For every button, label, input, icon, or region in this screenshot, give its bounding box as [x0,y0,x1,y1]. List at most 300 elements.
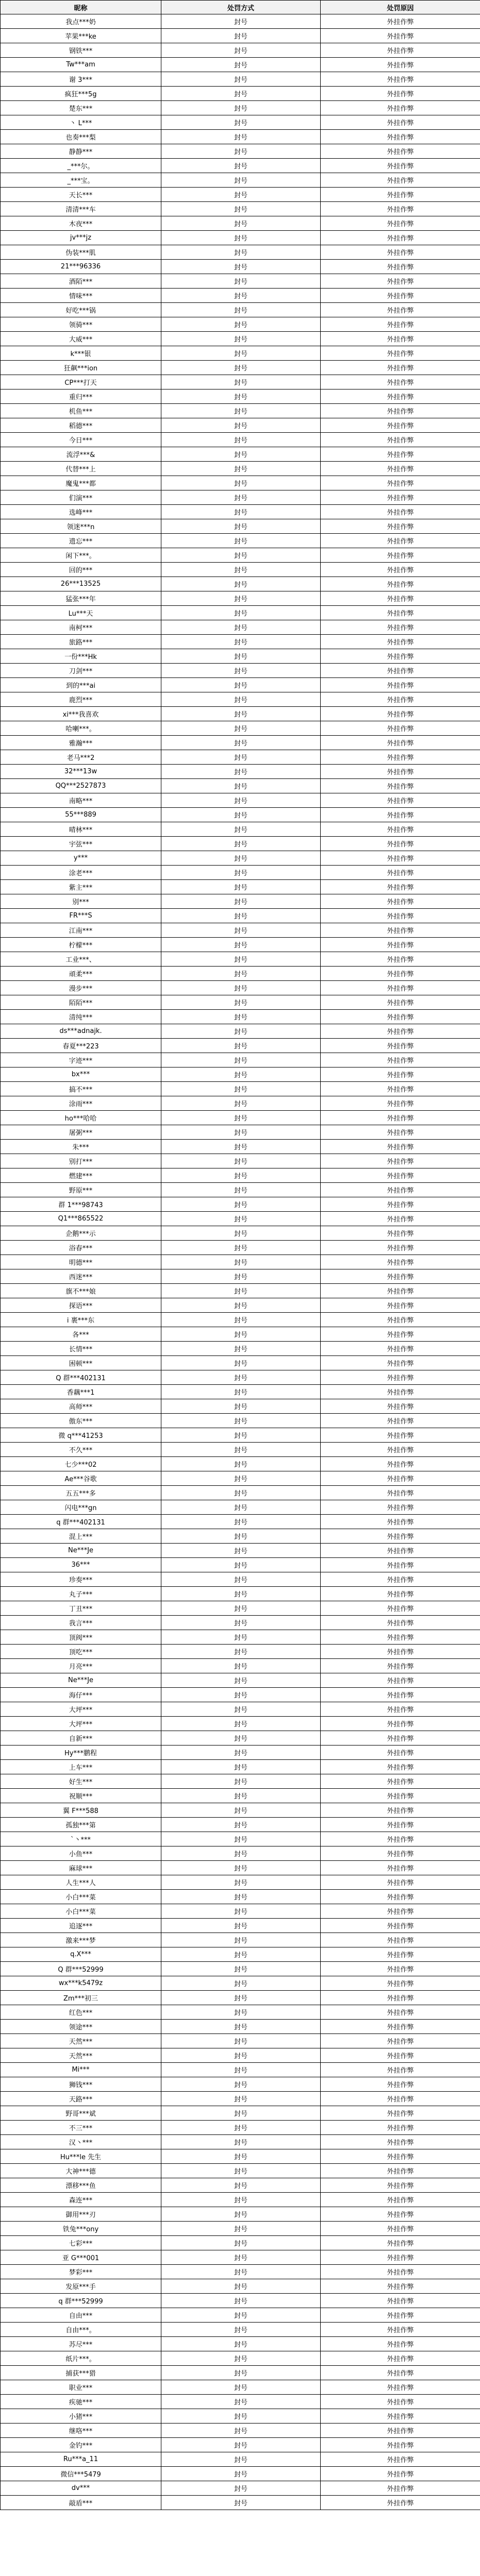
cell-nickname: Lu***天 [1,606,161,620]
table-row [1,1947,480,1962]
cell-nickname: wx***k5479z [1,1976,161,1991]
cell-reason: 外挂作弊 [321,880,480,894]
cell-nickname: 微信***5479 [1,2467,161,2481]
table-row [1,2236,480,2250]
cell-reason: 外挂作弊 [321,692,480,707]
cell-reason: 外挂作弊 [321,404,480,418]
cell-nickname: 顶吃*** [1,1645,161,1659]
cell-penalty: 封号 [161,1558,321,1572]
table-row [1,2395,480,2409]
cell-nickname: 翼 F***588 [1,1803,161,1818]
cell-nickname: 天然*** [1,2034,161,2048]
cell-reason: 外挂作弊 [321,1991,480,2005]
cell-nickname: 楚东*** [1,101,161,115]
cell-nickname: ds***adnajk. [1,1024,161,1039]
cell-reason: 外挂作弊 [321,1255,480,1269]
cell-penalty: 封号 [161,2323,321,2337]
cell-nickname: 谢 3*** [1,72,161,87]
cell-penalty: 封号 [161,1183,321,1197]
table-row [1,418,480,433]
cell-penalty: 封号 [161,750,321,765]
cell-reason: 外挂作弊 [321,361,480,375]
cell-penalty: 封号 [161,2164,321,2178]
cell-reason: 外挂作弊 [321,649,480,664]
table-row [1,1053,480,1067]
cell-nickname: 继咯*** [1,2424,161,2438]
cell-reason: 外挂作弊 [321,851,480,866]
cell-reason: 外挂作弊 [321,1197,480,1212]
cell-reason: 外挂作弊 [321,29,480,43]
cell-penalty: 封号 [161,2077,321,2092]
table-row [1,1457,480,1471]
cell-reason: 外挂作弊 [321,1082,480,1096]
table-row [1,1789,480,1803]
table-row [1,2279,480,2294]
cell-penalty: 封号 [161,1630,321,1645]
cell-nickname: i 裹***东 [1,1313,161,1327]
table-row [1,1760,480,1774]
cell-reason: 外挂作弊 [321,1587,480,1601]
cell-penalty: 封号 [161,72,321,87]
cell-reason: 外挂作弊 [321,1183,480,1197]
cell-reason: 外挂作弊 [321,2092,480,2106]
cell-reason: 外挂作弊 [321,317,480,332]
cell-nickname: 珍奏*** [1,1572,161,1587]
table-row [1,2409,480,2424]
table-row [1,58,480,72]
cell-reason: 外挂作弊 [321,1688,480,1702]
cell-penalty: 封号 [161,548,321,563]
cell-penalty: 封号 [161,173,321,188]
cell-penalty: 封号 [161,2207,321,2222]
cell-penalty: 封号 [161,779,321,793]
cell-reason: 外挂作弊 [321,1832,480,1846]
cell-nickname: 混上*** [1,1529,161,1544]
table-row [1,1370,480,1385]
cell-reason: 外挂作弊 [321,894,480,909]
cell-reason: 外挂作弊 [321,1457,480,1471]
cell-penalty: 封号 [161,563,321,577]
cell-nickname: 大威*** [1,332,161,346]
cell-penalty: 封号 [161,1947,321,1962]
table-row [1,2077,480,2092]
table-row [1,2164,480,2178]
cell-nickname: 老马***2 [1,750,161,765]
table-row [1,72,480,87]
cell-penalty: 封号 [161,1774,321,1789]
table-row [1,591,480,606]
table-row [1,1645,480,1659]
cell-nickname: 朱*** [1,1140,161,1154]
cell-penalty: 封号 [161,1226,321,1241]
cell-reason: 外挂作弊 [321,1500,480,1515]
cell-nickname: k***银 [1,346,161,361]
table-row [1,2250,480,2265]
table-row [1,1385,480,1399]
table-row [1,1443,480,1457]
cell-nickname: 好吃***锅 [1,303,161,317]
cell-reason: 外挂作弊 [321,2380,480,2395]
table-row [1,462,480,476]
cell-nickname: 清纯*** [1,1010,161,1024]
cell-reason: 外挂作弊 [321,202,480,216]
cell-nickname: 丁丑*** [1,1601,161,1616]
cell-nickname: 西迷*** [1,1269,161,1284]
cell-penalty: 封号 [161,1818,321,1832]
table-row [1,1962,480,1976]
cell-nickname: 55***889 [1,808,161,822]
cell-reason: 外挂作弊 [321,1544,480,1558]
cell-reason: 外挂作弊 [321,1039,480,1053]
table-row [1,1688,480,1702]
cell-reason: 外挂作弊 [321,1803,480,1818]
table-row [1,2366,480,2380]
table-row [1,447,480,462]
cell-penalty: 封号 [161,1010,321,1024]
table-row [1,43,480,58]
cell-nickname: 雅瀚*** [1,736,161,750]
cell-nickname: Ae***谷歌 [1,1471,161,1486]
cell-penalty: 封号 [161,2294,321,2308]
cell-penalty: 封号 [161,1125,321,1140]
cell-reason: 外挂作弊 [321,534,480,548]
cell-penalty: 封号 [161,1269,321,1284]
cell-reason: 外挂作弊 [321,938,480,952]
table-row [1,606,480,620]
cell-reason: 外挂作弊 [321,2034,480,2048]
cell-penalty: 封号 [161,1024,321,1039]
cell-nickname: 静静*** [1,144,161,159]
cell-penalty: 封号 [161,1039,321,1053]
cell-reason: 外挂作弊 [321,923,480,938]
cell-penalty: 封号 [161,389,321,404]
cell-penalty: 封号 [161,1529,321,1544]
cell-penalty: 封号 [161,635,321,649]
table-row [1,1818,480,1832]
cell-reason: 外挂作弊 [321,721,480,736]
cell-penalty: 封号 [161,2467,321,2481]
cell-nickname: 丸子*** [1,1587,161,1601]
cell-reason: 外挂作弊 [321,1443,480,1457]
cell-nickname: 困顿*** [1,1356,161,1370]
cell-nickname: 职业*** [1,2380,161,2395]
cell-reason: 外挂作弊 [321,1269,480,1284]
table-row [1,2351,480,2366]
cell-nickname: 梦彩*** [1,2265,161,2279]
cell-penalty: 封号 [161,2496,321,2510]
cell-penalty: 封号 [161,1601,321,1616]
cell-penalty: 封号 [161,303,321,317]
table-row [1,1846,480,1861]
cell-nickname: 天长*** [1,188,161,202]
cell-nickname: 大神***德 [1,2164,161,2178]
cell-penalty: 封号 [161,2034,321,2048]
cell-reason: 外挂作弊 [321,1558,480,1572]
table-row [1,303,480,317]
table-row [1,563,480,577]
cell-reason: 外挂作弊 [321,1789,480,1803]
cell-nickname: 自由***。 [1,2323,161,2337]
cell-reason: 外挂作弊 [321,736,480,750]
table-row [1,1731,480,1745]
cell-nickname: 自新*** [1,1731,161,1745]
cell-reason: 外挂作弊 [321,837,480,851]
cell-penalty: 封号 [161,1471,321,1486]
cell-reason: 外挂作弊 [321,866,480,880]
cell-penalty: 封号 [161,1154,321,1168]
cell-reason: 外挂作弊 [321,14,480,29]
cell-penalty: 封号 [161,1745,321,1760]
cell-penalty: 封号 [161,1313,321,1327]
table-row [1,1039,480,1053]
cell-reason: 外挂作弊 [321,967,480,981]
cell-nickname: 企鹅***示 [1,1226,161,1241]
cell-penalty: 封号 [161,606,321,620]
cell-reason: 外挂作弊 [321,1731,480,1745]
cell-reason: 外挂作弊 [321,2467,480,2481]
cell-penalty: 封号 [161,505,321,519]
cell-penalty: 封号 [161,2193,321,2207]
table-row [1,2048,480,2063]
cell-nickname: Ne***Je [1,1673,161,1688]
header-reason: 处罚原因 [321,1,480,14]
cell-nickname: Q1***865522 [1,1212,161,1226]
cell-reason: 外挂作弊 [321,346,480,361]
cell-nickname: 铁兔***ony [1,2222,161,2236]
cell-penalty: 封号 [161,1861,321,1875]
cell-reason: 外挂作弊 [321,577,480,591]
cell-nickname: Zm***初三 [1,1991,161,2005]
cell-reason: 外挂作弊 [321,2395,480,2409]
table-row [1,1010,480,1024]
cell-penalty: 封号 [161,188,321,202]
cell-reason: 外挂作弊 [321,144,480,159]
cell-penalty: 封号 [161,1197,321,1212]
cell-reason: 外挂作弊 [321,2279,480,2294]
cell-nickname: ho***哈哈 [1,1111,161,1125]
cell-reason: 外挂作弊 [321,563,480,577]
cell-penalty: 封号 [161,2279,321,2294]
table-row [1,1587,480,1601]
cell-penalty: 封号 [161,2351,321,2366]
cell-penalty: 封号 [161,1890,321,1904]
cell-penalty: 封号 [161,1414,321,1428]
cell-reason: 外挂作弊 [321,1529,480,1544]
cell-nickname: 到的***ai [1,678,161,692]
cell-nickname: 小白***菜 [1,1904,161,1919]
cell-reason: 外挂作弊 [321,548,480,563]
cell-nickname: 纸片***。 [1,2351,161,2366]
cell-nickname: 刀剑*** [1,664,161,678]
cell-nickname: 江南*** [1,923,161,938]
cell-nickname: 伪装***肌 [1,245,161,260]
cell-reason: 外挂作弊 [321,1890,480,1904]
cell-reason: 外挂作弊 [321,418,480,433]
table-row [1,2034,480,2048]
cell-reason: 外挂作弊 [321,2409,480,2424]
cell-reason: 外挂作弊 [321,1919,480,1933]
cell-reason: 外挂作弊 [321,490,480,505]
cell-nickname: CP***打天 [1,375,161,389]
table-row [1,2467,480,2481]
cell-penalty: 封号 [161,490,321,505]
cell-nickname: 小白***菜 [1,1890,161,1904]
cell-reason: 外挂作弊 [321,2222,480,2236]
cell-nickname: 苏尽*** [1,2337,161,2351]
cell-reason: 外挂作弊 [321,216,480,231]
cell-reason: 外挂作弊 [321,2135,480,2149]
cell-penalty: 封号 [161,1673,321,1688]
cell-penalty: 封号 [161,952,321,967]
cell-penalty: 封号 [161,664,321,678]
table-row [1,1298,480,1313]
table-row [1,664,480,678]
table-row [1,1919,480,1933]
cell-nickname: 森连*** [1,2193,161,2207]
cell-reason: 外挂作弊 [321,678,480,692]
cell-penalty: 封号 [161,1976,321,1991]
cell-reason: 外挂作弊 [321,1140,480,1154]
cell-reason: 外挂作弊 [321,101,480,115]
cell-nickname: 领途*** [1,2020,161,2034]
cell-nickname: 小鱼*** [1,1846,161,1861]
cell-nickname: 各*** [1,1327,161,1342]
cell-nickname: 麻球*** [1,1861,161,1875]
cell-penalty: 封号 [161,433,321,447]
cell-penalty: 封号 [161,202,321,216]
table-row [1,2424,480,2438]
cell-penalty: 封号 [161,1789,321,1803]
cell-penalty: 封号 [161,2063,321,2077]
cell-reason: 外挂作弊 [321,2265,480,2279]
cell-reason: 外挂作弊 [321,2048,480,2063]
cell-reason: 外挂作弊 [321,1399,480,1414]
cell-nickname: 旗不***娘 [1,1284,161,1298]
cell-reason: 外挂作弊 [321,1298,480,1313]
table-row [1,2323,480,2337]
cell-reason: 外挂作弊 [321,2294,480,2308]
cell-penalty: 封号 [161,2366,321,2380]
cell-penalty: 封号 [161,851,321,866]
cell-nickname: 工业***、 [1,952,161,967]
table-row [1,793,480,808]
cell-penalty: 封号 [161,476,321,490]
table-row [1,115,480,130]
cell-nickname: 顶阀*** [1,1630,161,1645]
table-row [1,1226,480,1241]
table-row [1,981,480,995]
cell-penalty: 封号 [161,2135,321,2149]
cell-reason: 外挂作弊 [321,87,480,101]
cell-penalty: 封号 [161,1457,321,1471]
cell-reason: 外挂作弊 [321,1818,480,1832]
cell-penalty: 封号 [161,909,321,923]
cell-penalty: 封号 [161,1356,321,1370]
cell-penalty: 封号 [161,317,321,332]
cell-nickname: 26***13525 [1,577,161,591]
cell-nickname: _***尔。 [1,159,161,173]
table-row [1,2294,480,2308]
cell-penalty: 封号 [161,361,321,375]
header-penalty: 处罚方式 [161,1,321,14]
table-row [1,1702,480,1717]
table-row [1,389,480,404]
cell-reason: 外挂作弊 [321,2323,480,2337]
cell-nickname: 们演*** [1,490,161,505]
cell-reason: 外挂作弊 [321,2149,480,2164]
cell-penalty: 封号 [161,115,321,130]
cell-nickname: 苹果***ke [1,29,161,43]
cell-reason: 外挂作弊 [321,2452,480,2467]
cell-nickname: 御用***刃 [1,2207,161,2222]
cell-reason: 外挂作弊 [321,995,480,1010]
cell-reason: 外挂作弊 [321,981,480,995]
cell-reason: 外挂作弊 [321,1861,480,1875]
cell-reason: 外挂作弊 [321,1284,480,1298]
cell-penalty: 封号 [161,87,321,101]
cell-penalty: 封号 [161,707,321,721]
cell-nickname: 野原*** [1,1183,161,1197]
cell-nickname: 疾驰*** [1,2395,161,2409]
table-row [1,822,480,837]
table-row [1,1904,480,1919]
cell-nickname: 屠粥*** [1,1125,161,1140]
cell-reason: 外挂作弊 [321,1976,480,1991]
cell-nickname: 浴春*** [1,1241,161,1255]
table-row [1,130,480,144]
cell-reason: 外挂作弊 [321,2020,480,2034]
cell-nickname: xi***我喜欢 [1,707,161,721]
table-row [1,534,480,548]
cell-penalty: 封号 [161,519,321,534]
cell-nickname: 小猪*** [1,2409,161,2424]
cell-nickname: 稻德*** [1,418,161,433]
cell-penalty: 封号 [161,404,321,418]
cell-penalty: 封号 [161,2005,321,2020]
table-row [1,317,480,332]
cell-penalty: 封号 [161,1659,321,1673]
cell-penalty: 封号 [161,1572,321,1587]
cell-reason: 外挂作弊 [321,274,480,289]
table-row [1,1140,480,1154]
cell-nickname: 字迹*** [1,1053,161,1067]
cell-reason: 外挂作弊 [321,909,480,923]
cell-reason: 外挂作弊 [321,2178,480,2193]
cell-nickname: 哈喇***。 [1,721,161,736]
cell-reason: 外挂作弊 [321,1601,480,1616]
cell-reason: 外挂作弊 [321,1370,480,1385]
cell-nickname: Q 群***52999 [1,1962,161,1976]
cell-nickname: 鹿烈*** [1,692,161,707]
table-row [1,1111,480,1125]
cell-nickname: 闲下***。 [1,548,161,563]
cell-reason: 外挂作弊 [321,332,480,346]
table-row [1,851,480,866]
table-row [1,101,480,115]
table-row [1,1096,480,1111]
cell-penalty: 封号 [161,231,321,245]
cell-penalty: 封号 [161,1241,321,1255]
table-row [1,2092,480,2106]
cell-penalty: 封号 [161,101,321,115]
cell-reason: 外挂作弊 [321,1010,480,1024]
table-row [1,2496,480,2510]
cell-reason: 外挂作弊 [321,1385,480,1399]
table-row [1,938,480,952]
cell-nickname: 大坪*** [1,1717,161,1731]
table-row [1,289,480,303]
cell-reason: 外挂作弊 [321,2077,480,2092]
